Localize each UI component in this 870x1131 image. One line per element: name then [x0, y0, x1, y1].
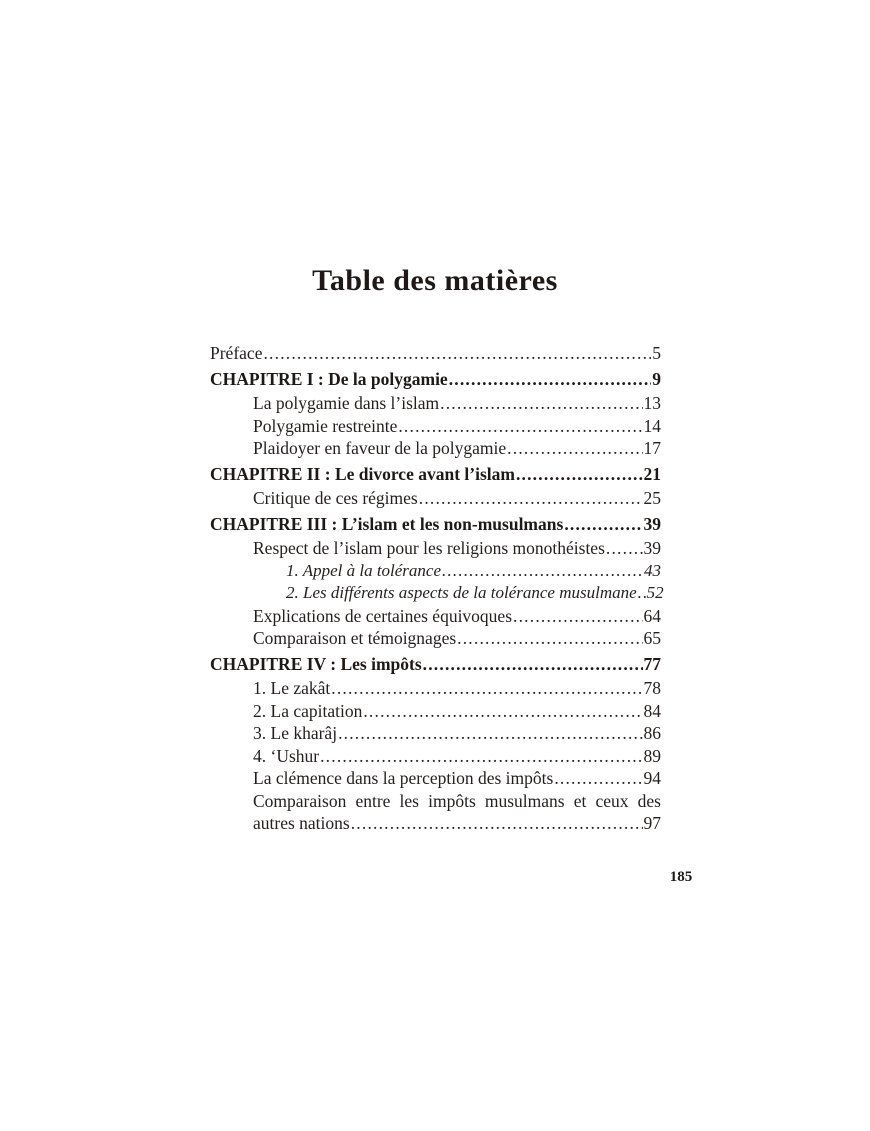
toc-leader-dots: [513, 605, 642, 628]
toc-entry: [253, 790, 661, 813]
toc-entry-label: Plaidoyer en faveur de la polygamie: [253, 438, 507, 458]
toc-leader-dots: [507, 437, 642, 460]
toc-entry-label: autres nations: [253, 813, 350, 833]
toc-entry-page: 25: [643, 488, 661, 508]
toc-entry-page: 86: [643, 723, 661, 743]
toc-entry: [253, 677, 661, 700]
toc-leader-dots: [516, 463, 643, 486]
toc-entry-page: 89: [643, 745, 661, 766]
toc-leader-dots: [449, 368, 652, 391]
toc-entry-page: 5: [652, 343, 661, 363]
page-title: Table des matières: [312, 264, 558, 297]
toc-entry: [253, 627, 661, 650]
toc-leader-dots: [423, 653, 643, 676]
toc-entry-page: 52: [646, 583, 664, 602]
toc-entry-page: 78: [643, 678, 661, 698]
toc-entry-page: 39: [643, 513, 661, 534]
toc-entry-label: CHAPITRE II : Le divorce avant l’islam: [210, 463, 515, 484]
toc-entry-label: Comparaison entre les impôts musulmans et ceux des: [253, 790, 661, 811]
toc-entry-label: Préface: [210, 343, 263, 363]
toc-entry-label: Critique de ces régimes: [253, 488, 418, 508]
toc-entry: [253, 392, 661, 415]
toc-entry: [210, 513, 661, 536]
toc-entry-page: 84: [643, 700, 661, 721]
toc-entry-page: 21: [643, 463, 661, 484]
toc-entry-page: 13: [643, 393, 661, 413]
toc-entry: [286, 560, 661, 583]
toc-entry: [286, 582, 664, 605]
toc-entry-page: 64: [643, 605, 661, 626]
toc-leader-dots: [442, 560, 643, 583]
toc-leader-dots: [351, 812, 643, 835]
toc-entry-label: La polygamie dans l’islam: [253, 393, 440, 413]
toc-entry: [210, 463, 661, 486]
toc-leader-dots: [338, 722, 642, 745]
toc-entry: [253, 487, 661, 510]
toc-entry: [253, 745, 661, 768]
toc-entry-page: 97: [643, 813, 661, 833]
toc-leader-dots: [554, 767, 642, 790]
toc-entry-label: 4. ‘Ushur: [253, 745, 320, 766]
toc-entry-page: 14: [643, 415, 661, 436]
toc-entry-label: Comparaison et témoignages: [253, 628, 457, 648]
toc-entry: [210, 653, 661, 676]
toc-list: [210, 342, 664, 835]
toc-leader-dots: [363, 700, 642, 723]
toc-leader-dots: [440, 392, 642, 415]
toc-leader-dots: [398, 415, 642, 438]
toc-entry: [253, 767, 661, 790]
toc-entry-page: 77: [643, 653, 661, 674]
toc-entry-label: 2. Les différents aspects de la tolérance musulmane: [286, 583, 637, 602]
toc-entry-label: Respect de l’islam pour les religions monothéistes: [253, 538, 605, 558]
toc-entry: [253, 437, 661, 460]
toc-entry: [210, 342, 661, 365]
toc-entry: [253, 722, 661, 745]
toc-entry-label: Explications de certaines équivoques: [253, 605, 513, 626]
toc-leader-dots: [606, 537, 643, 560]
toc-entry-label: CHAPITRE IV : Les impôts: [210, 653, 422, 674]
toc-leader-dots: [320, 745, 642, 768]
toc-entry-label: 1. Appel à la tolérance: [286, 560, 442, 580]
toc-entry: [253, 605, 661, 628]
toc-entry: [253, 415, 661, 438]
toc-entry: [210, 368, 661, 391]
toc-leader-dots: [564, 513, 642, 536]
toc-entry: [253, 537, 661, 560]
toc-entry-page: 9: [652, 368, 661, 389]
toc-entry-page: 94: [643, 768, 661, 788]
toc-leader-dots: [331, 677, 642, 700]
toc-entry-page: 65: [643, 628, 661, 648]
toc-leader-dots: [457, 627, 642, 650]
toc-entry: [253, 700, 661, 723]
toc-entry-label: 3. Le kharâj: [253, 723, 338, 743]
toc-leader-dots: [638, 582, 646, 605]
toc-entry-label: 1. Le zakât: [253, 678, 331, 698]
toc-entry-page: 43: [644, 560, 661, 580]
toc-leader-dots: [263, 342, 651, 365]
toc-entry-label: CHAPITRE I : De la polygamie: [210, 368, 448, 389]
toc-entry-label: CHAPITRE III : L’islam et les non-musulmans: [210, 513, 564, 534]
toc-leader-dots: [419, 487, 643, 510]
page-number: 185: [669, 869, 693, 885]
toc-entry: [253, 812, 661, 835]
toc-entry-label: Polygamie restreinte: [253, 415, 398, 436]
toc-entry-page: 17: [643, 438, 661, 458]
toc-entry-page: 39: [643, 538, 661, 558]
toc-entry-label: 2. La capitation: [253, 700, 363, 721]
toc-entry-label: La clémence dans la perception des impôts: [253, 768, 554, 788]
